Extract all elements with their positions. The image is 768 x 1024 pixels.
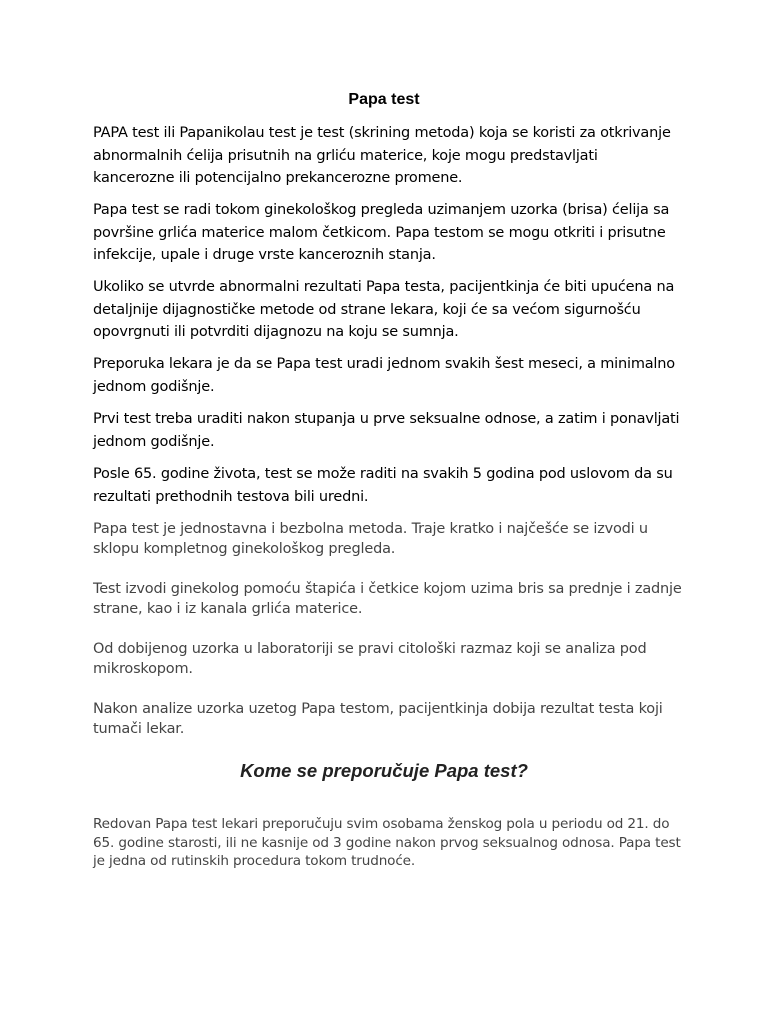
paragraph-after-65: Posle 65. godine života, test se može raditi na svakih 5 godina pod uslovom da su rezultati prethodnih testova bili uredni. — [93, 466, 673, 505]
paragraph-regular-test: Redovan Papa test lekari preporučuju svim osobama ženskog pola u periodu od 21. do 65. godine starosti, ili ne kasnije od 3 godine nakon prvog seksualnog odnosa. Papa test je jedna od rutinskih procedura tokom trudnoće. — [93, 816, 681, 869]
paragraph-recommendation: Preporuka lekara je da se Papa test uradi jednom svakih šest meseci, a minimalno jednom godišnje. — [93, 356, 675, 395]
paragraph-definition: PAPA test ili Papanikolau test je test (skrining metoda) koja se koristi za otkrivanje abnormalnih ćelija prisutnih na grliću materice, koje mogu predstavljati kancerozne ili potencijalno prekancerozne promene. — [93, 125, 671, 186]
paragraph-first-test: Prvi test treba uraditi nakon stupanja u prve seksualne odnose, a zatim i ponavljati jednom godišnje. — [93, 411, 680, 450]
paragraph-procedure: Papa test se radi tokom ginekološkog pregleda uzimanjem uzorka (brisa) ćelija sa površine grlića materice malom četkicom. Papa testom se mogu otkriti i prisutne infekcije, upale i druge vrste kanceroznih stanja. — [93, 202, 670, 263]
paragraph-gynecologist: Test izvodi ginekolog pomoću štapića i četkice kojom uzima bris sa prednje i zadnje strane, kao i iz kanala grlića materice. — [93, 581, 682, 617]
paragraph-abnormal-results: Ukoliko se utvrde abnormalni rezultati Papa testa, pacijentkinja će biti upućena na detaljnije dijagnostičke metode od strane lekara, koji će sa većom sigurnošću opovrgnuti ili potvrditi dijagnozu na koju se sumnja. — [93, 279, 675, 340]
subheading-recommended-for: Kome se preporučuje Papa test? — [240, 760, 528, 781]
paragraph-analysis: Nakon analize uzorka uzetog Papa testom, pacijentkinja dobija rezultat testa koji tumači lekar. — [93, 701, 663, 737]
paragraph-simple-method: Papa test je jednostavna i bezbolna metoda. Traje kratko i najčešće se izvodi u sklopu kompletnog ginekološkog pregleda. — [93, 521, 648, 557]
document-title: Papa test — [348, 91, 420, 108]
paragraph-laboratory: Od dobijenog uzorka u laboratoriji se pravi citološki razmaz koji se analiza pod mikroskopom. — [93, 641, 647, 677]
